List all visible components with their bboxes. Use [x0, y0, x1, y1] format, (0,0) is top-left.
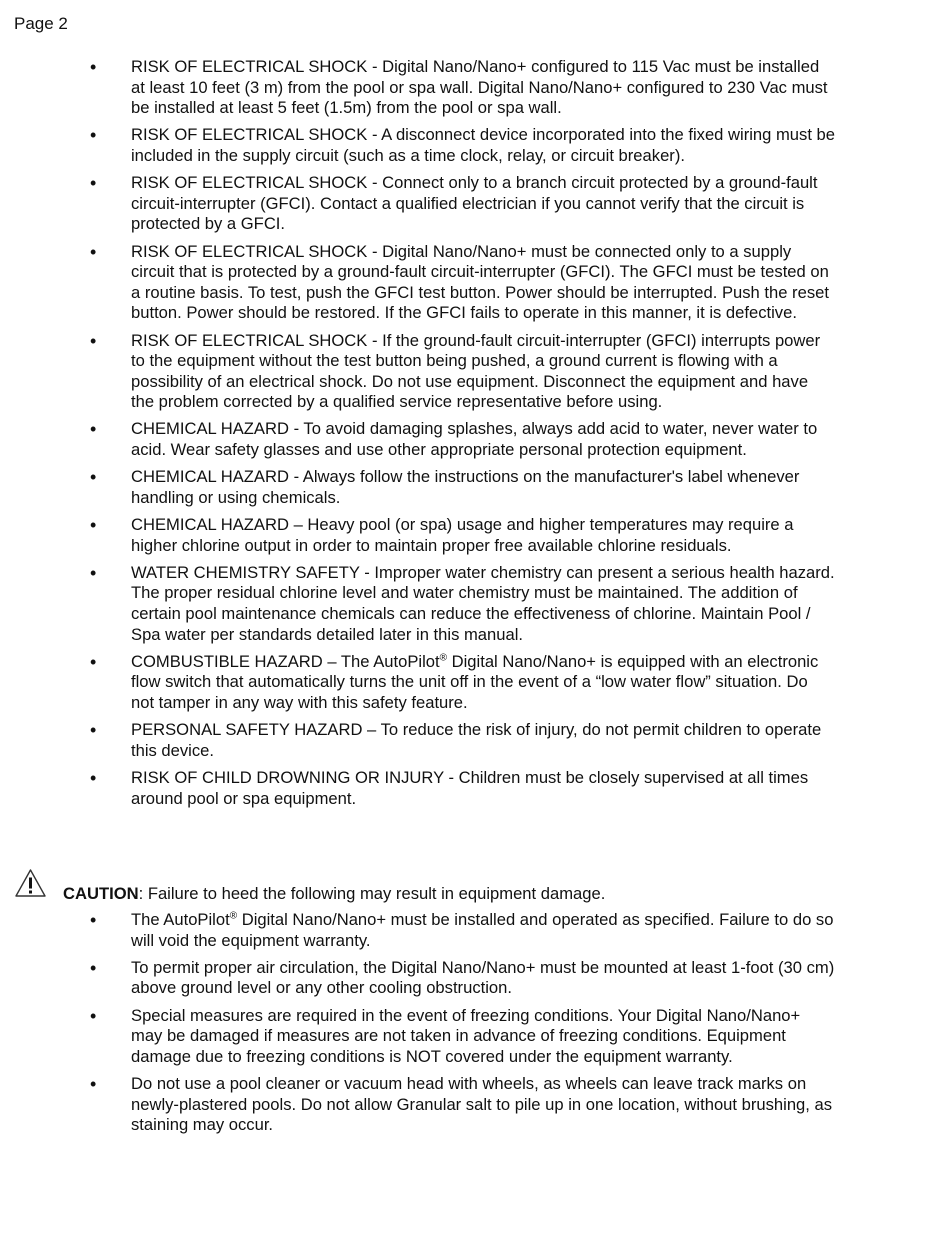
warning-item: • CHEMICAL HAZARD - To avoid damaging splashes, always add acid to water, never water to acid. Wear safety glasses and use other appropriate personal protection equipment.: [90, 419, 835, 460]
warning-item: • WATER CHEMISTRY SAFETY - Improper water chemistry can present a serious health hazard. The proper residual chlorine level and water chemistry must be maintained. The addition of certain pool maintenance chemicals can reduce the effectiveness of chlorine. Maintain Pool / Spa water per standards detailed later in this manual.: [90, 563, 835, 645]
warning-item: • RISK OF ELECTRICAL SHOCK - If the ground-fault circuit-interrupter (GFCI) interrupts power to the equipment without the test button being pushed, a ground current is flowing with a possibility of an electrical shock. Do not use equipment. Disconnect the equipment and have the problem corrected by a qualified service representative before using.: [90, 331, 835, 413]
warning-item: • CHEMICAL HAZARD – Heavy pool (or spa) usage and higher temperatures may require a higher chlorine output in order to maintain proper free available chlorine residuals.: [90, 515, 835, 556]
warning-item: • RISK OF CHILD DROWNING OR INJURY - Children must be closely supervised at all times around pool or spa equipment.: [90, 768, 835, 809]
warning-text-start: COMBUSTIBLE HAZARD – The AutoPilot: [131, 651, 440, 671]
caution-item: • Do not use a pool cleaner or vacuum head with wheels, as wheels can leave track marks on newly-plastered pools. Do not allow Granular salt to pile up in one location, without brushing, as staining may occur.: [90, 1074, 835, 1136]
caution-list: [90, 910, 835, 1142]
registered-mark: ®: [229, 910, 238, 922]
warning-item: • PERSONAL SAFETY HAZARD – To reduce the risk of injury, do not permit children to operate this device.: [90, 720, 835, 761]
warning-item: • RISK OF ELECTRICAL SHOCK - Digital Nano/Nano+ must be connected only to a supply circuit that is protected by a ground-fault circuit-interrupter (GFCI). The GFCI must be tested on a routine basis. To test, push the GFCI test button. Power should be interrupted. Push the reset button. Power should be restored. If the GFCI fails to operate in this manner, it is defective.: [90, 242, 835, 324]
caution-heading: [14, 868, 834, 902]
caution-item: • Special measures are required in the event of freezing conditions. Your Digital Nano/Nano+ may be damaged if measures are not taken in advance of freezing conditions. Equipment damage due to freezing conditions is NOT covered under the equipment warranty.: [90, 1006, 835, 1068]
caution-text: : Failure to heed the following may result in equipment damage.: [138, 884, 606, 903]
warning-item: • CHEMICAL HAZARD - Always follow the instructions on the manufacturer's label whenever handling or using chemicals.: [90, 467, 835, 508]
warning-item: • RISK OF ELECTRICAL SHOCK - Digital Nano/Nano+ configured to 115 Vac must be installed at least 10 feet (3 m) from the pool or spa wall. Digital Nano/Nano+ configured to 230 Vac must be installed at least 5 feet (1.5m) from the pool or spa wall.: [90, 57, 835, 119]
caution-text-end: Digital Nano/Nano+ must be installed and operated as specified. Failure to do so will void the equipment warranty.: [131, 910, 834, 950]
caution-text-start: The AutoPilot: [131, 910, 230, 929]
warning-list: [90, 57, 835, 816]
caution-label: CAUTION: [63, 884, 139, 903]
warning-item: [90, 652, 835, 714]
warning-item: • RISK OF ELECTRICAL SHOCK - Connect only to a branch circuit protected by a ground-fault circuit-interrupter (GFCI). Contact a qualified electrician if you cannot verify that the circuit is protected by a GFCI.: [90, 173, 835, 235]
caution-item: [90, 910, 835, 951]
warning-triangle-icon: [14, 868, 47, 898]
caution-statement: [63, 884, 605, 904]
page-label: Page 2: [14, 14, 68, 33]
caution-item: • To permit proper air circulation, the Digital Nano/Nano+ must be mounted at least 1-foot (30 cm) above ground level or any other cooling obstruction.: [90, 958, 835, 999]
warning-item: • RISK OF ELECTRICAL SHOCK - A disconnect device incorporated into the fixed wiring must be included in the supply circuit (such as a time clock, relay, or circuit breaker).: [90, 125, 835, 166]
registered-mark: ®: [439, 652, 448, 664]
warning-text-end: Digital Nano/Nano+ is equipped with an electronic flow switch that automatically turns the unit off in the event of a “low water flow” situation. Do not tamper in any way with this safety feature.: [131, 651, 819, 712]
